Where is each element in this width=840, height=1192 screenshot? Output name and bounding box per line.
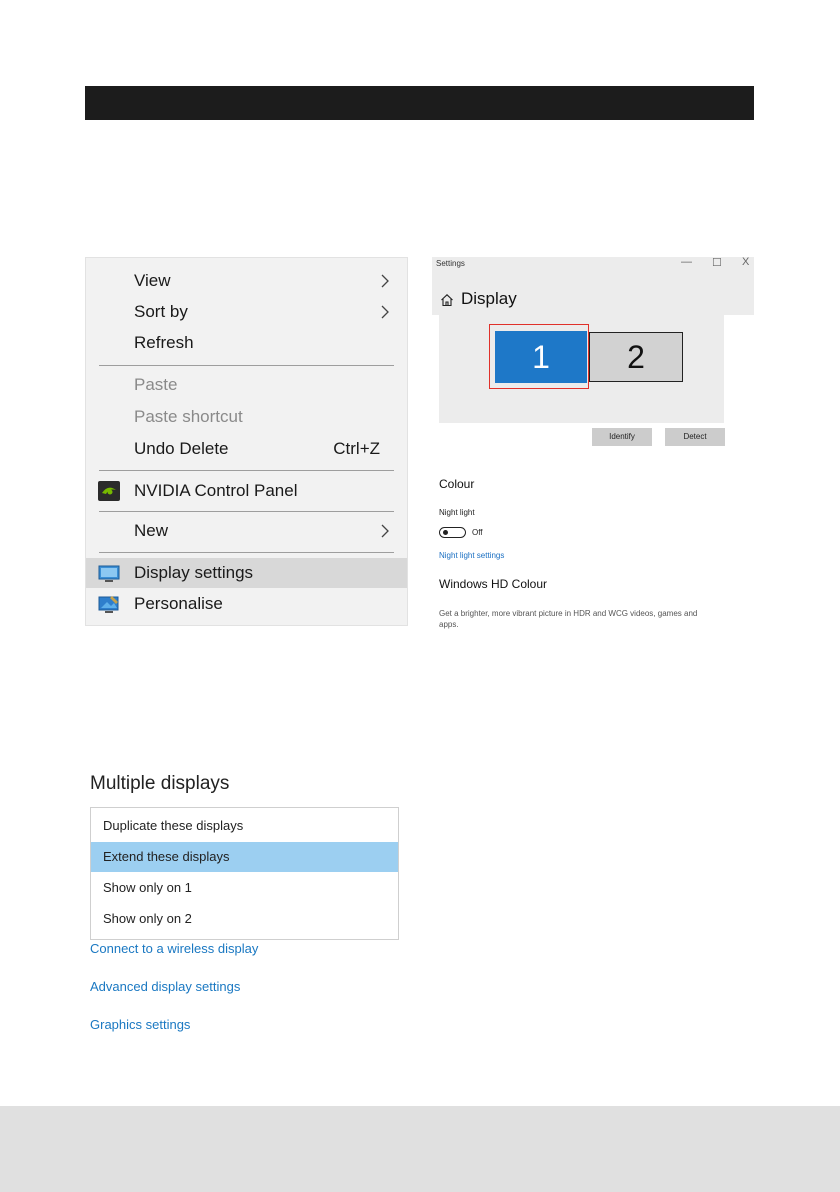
option-duplicate[interactable]: Duplicate these displays [103,818,244,833]
hd-colour-description: Get a brighter, more vibrant picture in HDR and WCG videos, games and [439,609,698,618]
footer-band [0,1106,840,1192]
settings-titlebar [432,257,754,315]
graphics-settings-link[interactable]: Graphics settings [90,1017,191,1032]
chevron-right-icon [377,304,393,320]
chevron-right-icon [377,273,393,289]
night-light-label: Night light [439,508,475,517]
advanced-display-settings-link[interactable]: Advanced display settings [90,979,241,994]
chevron-right-icon [377,523,393,539]
hd-colour-description-cont: apps. [439,620,459,629]
menu-item-new[interactable]: New [86,516,407,546]
top-header-bar [85,86,754,120]
option-extend[interactable]: Extend these displays [91,842,398,872]
page-title: Display [461,289,517,308]
home-icon[interactable] [440,293,454,307]
menu-item-refresh[interactable]: Refresh [134,333,194,352]
personalise-icon [98,594,120,614]
menu-separator [99,365,394,366]
nvidia-icon [98,481,120,501]
menu-item-nvidia-control-panel[interactable]: NVIDIA Control Panel [86,476,407,506]
maximize-button[interactable]: ☐ [712,257,722,269]
settings-window [432,257,754,647]
display-icon [98,563,120,583]
minimize-button[interactable]: — [681,256,692,268]
night-light-toggle[interactable] [439,527,466,538]
monitor-1[interactable]: 1 [495,331,587,383]
menu-item-undo-delete[interactable]: Undo Delete Ctrl+Z [86,434,407,464]
menu-item-sort-by[interactable]: Sort by [86,297,407,327]
hd-colour-heading: Windows HD Colour [439,577,548,591]
menu-item-paste-shortcut[interactable]: Paste shortcut [134,407,243,426]
option-show-only-1[interactable]: Show only on 1 [103,880,192,895]
selection-highlight [489,324,589,389]
night-light-state: Off [472,528,483,537]
night-light-settings-link[interactable]: Night light settings [439,551,505,560]
menu-item-display-settings[interactable]: Display settings [86,558,407,588]
monitor-arrangement [439,315,724,423]
menu-item-view[interactable]: View [86,266,407,296]
detect-button[interactable]: Detect [665,428,725,446]
option-show-only-2[interactable]: Show only on 2 [103,911,192,926]
menu-separator [99,511,394,512]
desktop-context-menu [85,257,408,626]
multiple-displays-heading: Multiple displays [90,773,230,794]
menu-item-paste[interactable]: Paste [134,375,178,394]
close-button[interactable]: X [742,256,750,268]
window-title: Settings [436,259,465,268]
monitor-2[interactable]: 2 [589,332,683,382]
menu-separator [99,552,394,553]
identify-button[interactable]: Identify [592,428,652,446]
multiple-displays-dropdown[interactable] [90,807,399,940]
menu-item-personalise[interactable]: Personalise [86,589,407,619]
colour-heading: Colour [439,477,475,491]
connect-wireless-display-link[interactable]: Connect to a wireless display [90,941,259,956]
shortcut-text: Ctrl+Z [333,439,380,458]
menu-separator [99,470,394,471]
